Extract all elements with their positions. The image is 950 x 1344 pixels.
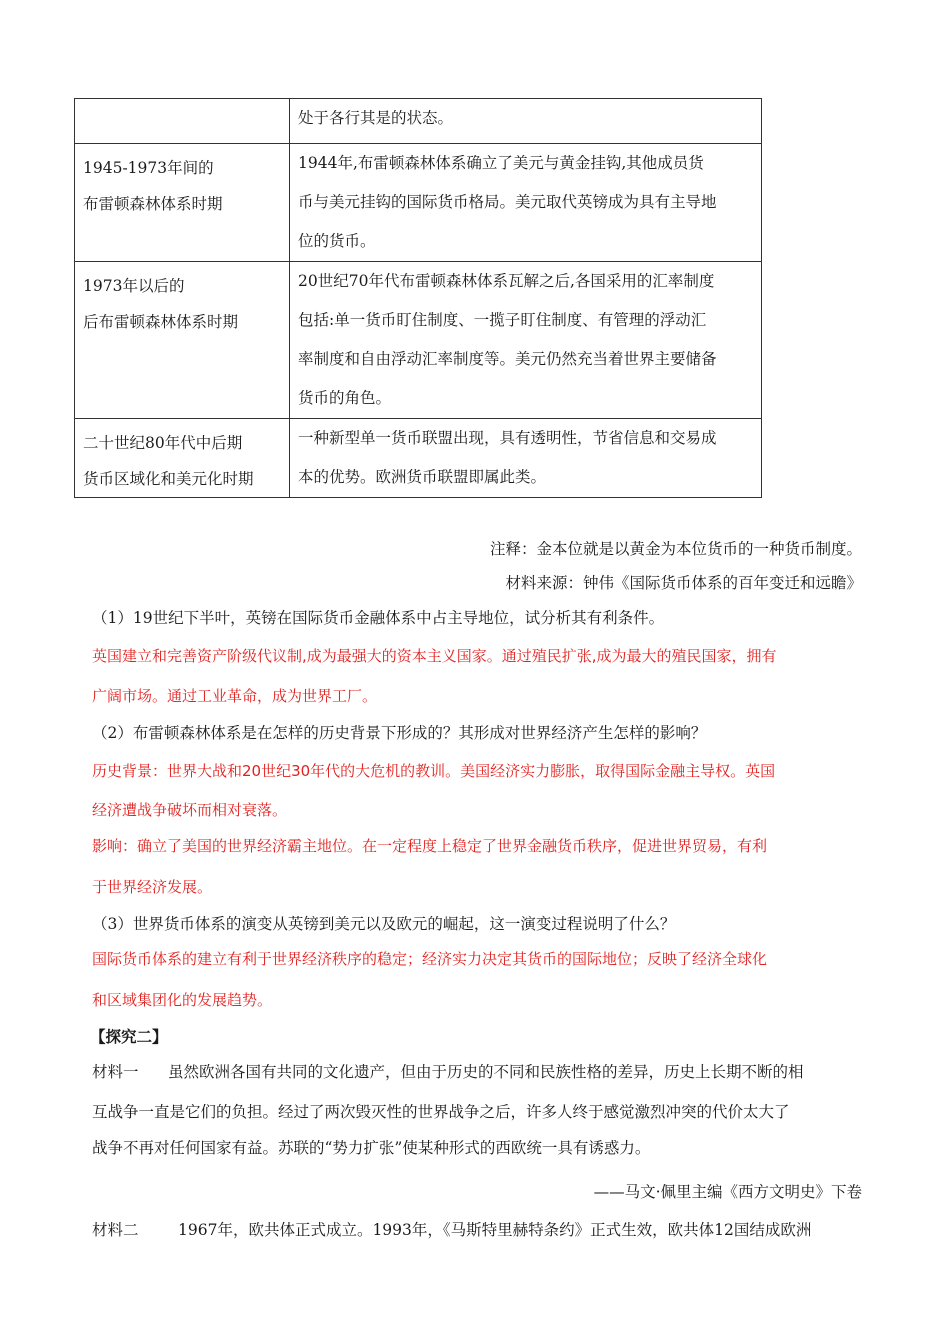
material-1-line: 虽然欧洲各国有共同的文化遗产，但由于历史的不同和民族性格的差异，历史上长期不断的相: [168, 1063, 804, 1081]
answer-1-line: 英国建立和完善资产阶级代议制,成为最强大的资本主义国家。通过殖民扩张,成为最大的殖民国家，拥有: [92, 647, 777, 665]
period-cell: [75, 262, 290, 419]
period-cell: [75, 144, 290, 262]
answer-2-background-line: 经济遭战争破坏而相对衰落。: [92, 801, 288, 819]
answer-2-background-line: 历史背景：世界大战和20世纪30年代的大危机的教训。美国经济实力膨胀，取得国际金融主导权。英国: [92, 762, 776, 780]
material-1-line: 互战争一直是它们的负担。经过了两次毁灭性的世界战争之后，许多人终于感觉激烈冲突的代价太大了: [92, 1103, 790, 1121]
annotation-note: 注释：金本位就是以黄金为本位货币的一种货币制度。: [489, 540, 862, 558]
description-line: 包括:单一货币盯住制度、一揽子盯住制度、有管理的浮动汇: [298, 311, 707, 329]
description-line: 1944年,布雷顿森林体系确立了美元与黄金挂钩,其他成员货: [298, 154, 704, 172]
description-line: 位的货币。: [298, 232, 376, 250]
period-cell: [75, 99, 290, 144]
period-line: 货币区域化和美元化时期: [83, 470, 254, 488]
description-cell: [290, 262, 762, 419]
material-1-line: 战争不再对任何国家有益。苏联的“势力扩张”使某种形式的西欧统一具有诱惑力。: [92, 1139, 651, 1157]
question-3: （3）世界货币体系的演变从英镑到美元以及欧元的崛起，这一演变过程说明了什么？: [92, 915, 676, 933]
description-line: 率制度和自由浮动汇率制度等。美元仍然充当着世界主要储备: [298, 350, 717, 368]
description-cell: [290, 419, 762, 498]
period-line: 后布雷顿森林体系时期: [83, 313, 239, 331]
material-1-source: ——马文·佩里主编《西方文明史》下卷: [593, 1183, 862, 1201]
material-1-tag: 材料一: [92, 1063, 139, 1081]
period-cell: [75, 419, 290, 498]
description-line: 一种新型单一货币联盟出现，具有透明性，节省信息和交易成: [298, 429, 717, 447]
answer-2-impact-line: 影响：确立了美国的世界经济霸主地位。在一定程度上稳定了世界金融货币秩序，促进世界贸易，有利: [92, 837, 768, 855]
answer-1-line: 广阔市场。通过工业革命，成为世界工厂。: [92, 687, 378, 705]
period-line: 1973年以后的: [83, 277, 185, 295]
table-row: [75, 99, 762, 144]
description-cell: [290, 99, 762, 144]
currency-periods-table: [74, 98, 762, 498]
description-line: 货币的角色。: [298, 389, 392, 407]
description-cell: [290, 144, 762, 262]
answer-2-impact-line: 于世界经济发展。: [92, 878, 213, 896]
material-2-line: 1967年，欧共体正式成立。1993年，《马斯特里赫特条约》正式生效，欧共体12国结成欧洲: [178, 1221, 812, 1239]
description-line: 20世纪70年代布雷顿森林体系瓦解之后,各国采用的汇率制度: [298, 272, 715, 290]
period-line: 二十世纪80年代中后期: [83, 434, 243, 452]
table-row: [75, 262, 762, 419]
material-2-tag: 材料二: [92, 1221, 139, 1239]
description-line: 处于各行其是的状态。: [298, 109, 454, 127]
period-line: 1945-1973年间的: [83, 159, 214, 177]
question-1: （1）19世纪下半叶，英镑在国际货币金融体系中占主导地位，试分析其有利条件。: [92, 609, 665, 627]
description-line: 币与美元挂钩的国际货币格局。美元取代英镑成为具有主导地: [298, 193, 717, 211]
table-row: [75, 144, 762, 262]
answer-3-line: 和区域集团化的发展趋势。: [92, 991, 273, 1009]
question-2: （2）布雷顿森林体系是在怎样的历史背景下形成的？其形成对世界经济产生怎样的影响？: [92, 724, 707, 742]
period-line: 布雷顿森林体系时期: [83, 195, 223, 213]
section-heading-explore-2: 【探究二】: [90, 1028, 168, 1046]
material-source: 材料来源：钟伟《国际货币体系的百年变迁和远瞻》: [505, 574, 862, 592]
description-line: 本的优势。欧洲货币联盟即属此类。: [298, 468, 547, 486]
answer-3-line: 国际货币体系的建立有利于世界经济秩序的稳定；经济实力决定其货币的国际地位；反映了经济全球化: [92, 950, 768, 968]
table-row: [75, 419, 762, 498]
